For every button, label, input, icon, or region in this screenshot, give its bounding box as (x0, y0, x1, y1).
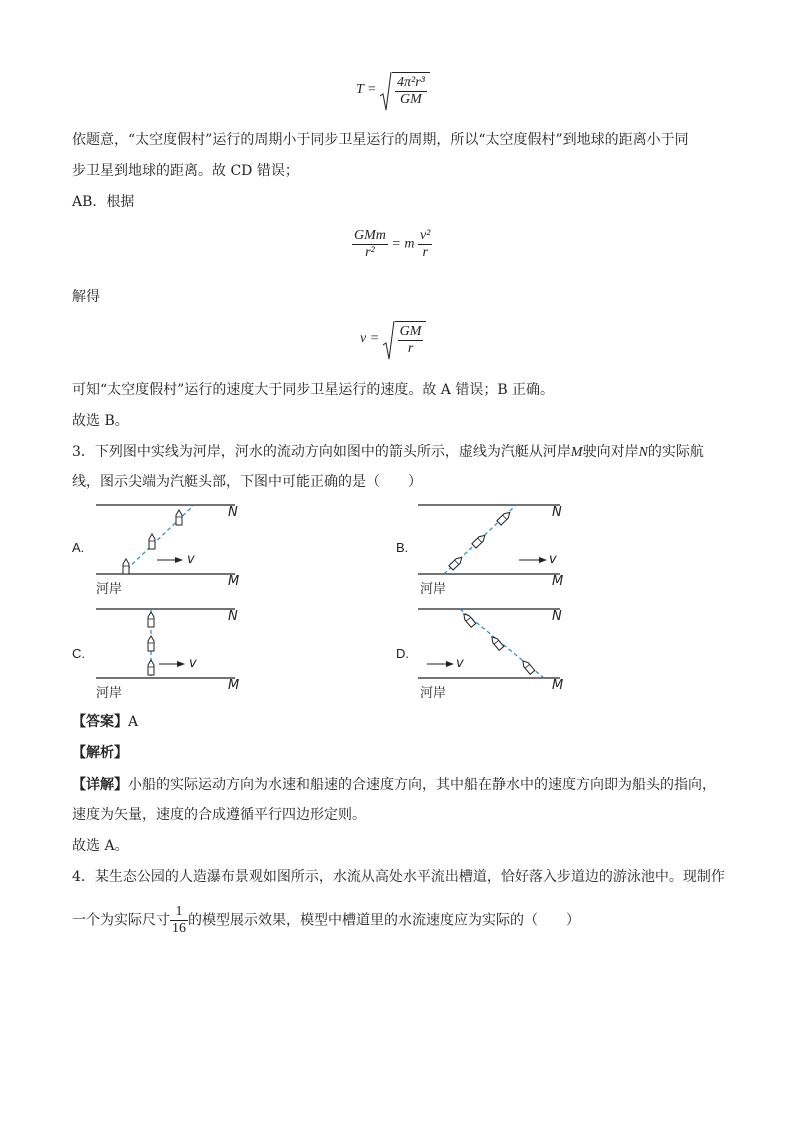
grav-lhs-denominator: r² (365, 245, 375, 260)
boat-icon (472, 533, 487, 548)
paragraph-line: 解得 (72, 289, 100, 305)
q4-text-b: 的模型展示效果，模型中槽道里的水流速度应为实际的（ ） (188, 912, 580, 929)
boat-icon (490, 635, 504, 650)
label-m: M (552, 678, 564, 693)
q4-fraction (170, 904, 188, 937)
question-4-line-2 (72, 904, 722, 937)
boat-path (122, 505, 194, 574)
answer-label: 【答案】 (72, 714, 128, 730)
bank-label: 河岸 (96, 686, 123, 701)
option-c-figure (96, 609, 235, 678)
grav-rhs-denominator: r (422, 245, 428, 260)
radical-sign-icon (383, 321, 395, 361)
q3-text-a: 3．下列图中实线为河岸，河水的流动方向如图中的箭头所示，虚线为汽艇从河岸 (72, 444, 571, 460)
option-b-figure (418, 505, 560, 574)
question-4-line-1: 4．某生态公园的人造瀑布景观如图所示，水流从高处水平流出槽道，恰好落入步道边的游泳池中。现制作 (72, 869, 725, 885)
boat-icon (449, 555, 464, 570)
bank-label: 河岸 (96, 582, 123, 597)
option-c-label: C. (72, 646, 85, 661)
paragraph-line: 步卫星到地球的距离。故 CD 错误； (72, 163, 299, 179)
question-3-line-2: 线，图示尖端为汽艇头部，下图中可能正确的是（ ） (72, 474, 422, 490)
option-b-label: B. (396, 540, 409, 555)
label-n: N (228, 505, 238, 520)
detail-line-1 (72, 775, 722, 795)
q3-text-c: 的实际航 (647, 444, 704, 460)
speed-numerator: GM (399, 324, 422, 339)
speed-denominator: r (407, 341, 414, 356)
velocity-label: v (456, 656, 464, 671)
paragraph-line: 故选 B。 (72, 413, 129, 429)
grav-lhs-numerator: GMm (354, 228, 386, 243)
period-formula (356, 72, 430, 108)
period-numerator: 4π²r³ (396, 75, 425, 90)
option-d-label: D. (396, 646, 409, 661)
answer-value: A (128, 714, 139, 730)
boat-icon (149, 534, 155, 549)
period-lhs: T = (356, 82, 377, 97)
bank-label: 河岸 (420, 686, 447, 701)
velocity-label: v (189, 656, 197, 671)
radical-sign-icon (380, 72, 392, 112)
option-a-label: A. (72, 540, 85, 555)
velocity-label: v (187, 552, 195, 567)
label-m: M (552, 574, 564, 589)
label-m: M (228, 574, 240, 589)
grav-equals: = m (391, 236, 415, 252)
label-n: N (552, 609, 562, 624)
q4-fraction-numerator: 1 (170, 904, 188, 921)
boat-icon (497, 510, 512, 525)
gravitation-formula (352, 228, 432, 261)
boat-icon (176, 510, 182, 525)
q3-bank-m: M (570, 445, 583, 460)
detail-line-2: 速度为矢量，速度的合成遵循平行四边形定则。 (72, 807, 366, 823)
option-a-figure (96, 505, 235, 574)
boat-icon (123, 559, 129, 574)
q4-fraction-denominator: 16 (172, 921, 186, 936)
q3-text-b: 驶向对岸 (582, 444, 639, 460)
label-m: M (228, 678, 240, 693)
boat-icon (148, 636, 154, 651)
answer-line (72, 712, 722, 732)
sqrt-symbol (383, 321, 427, 357)
question-3-line-1 (72, 442, 722, 463)
bank-label: 河岸 (420, 582, 447, 597)
choice-line: 故选 A。 (72, 838, 129, 854)
river-boat-figures (60, 496, 740, 706)
speed-formula (360, 321, 426, 357)
grav-rhs-numerator: v² (419, 228, 431, 243)
q3-bank-n: N (638, 445, 648, 460)
detail-text: 小船的实际运动方向为水速和船速的合速度方向，其中船在静水中的速度方向即为船头的指向， (128, 777, 716, 793)
q4-text-a: 一个为实际尺寸 (72, 912, 170, 929)
paragraph-line: 可知“太空度假村”运行的速度大于同步卫星运行的速度。故 A 错误；B 正确。 (72, 382, 555, 398)
sqrt-symbol (380, 72, 430, 108)
detail-label: 【详解】 (72, 777, 128, 793)
paragraph-line: AB．根据 (72, 194, 135, 210)
period-denominator: GM (400, 92, 422, 107)
label-n: N (552, 505, 562, 520)
speed-lhs: v = (360, 331, 380, 346)
option-d-figure (418, 609, 560, 678)
boat-icon (148, 660, 154, 675)
boat-icon (521, 659, 535, 674)
velocity-label: v (549, 552, 557, 567)
paragraph-line: 依题意，“太空度假村”运行的周期小于同步卫星运行的周期，所以“太空度假村”到地球的距离小于同 (72, 132, 689, 148)
boat-icon (148, 612, 154, 627)
analysis-label: 【解析】 (72, 745, 128, 761)
label-n: N (228, 609, 238, 624)
